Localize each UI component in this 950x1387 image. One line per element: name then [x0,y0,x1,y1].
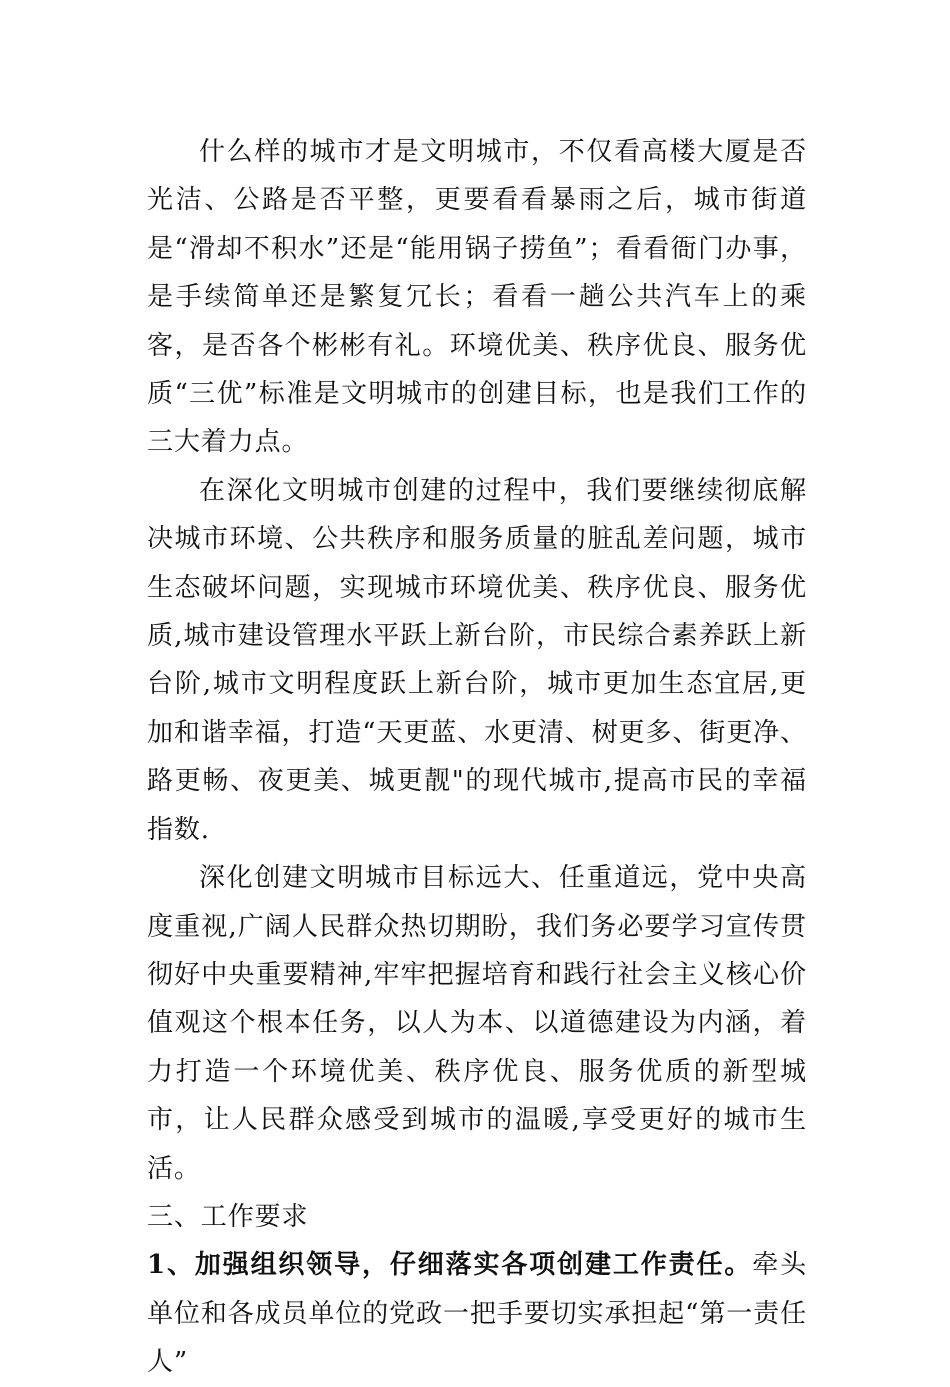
requirement-item-1-lead: 1、加强组织领导，仔细落实各项创建工作责任。 [147,1250,753,1281]
section-heading-work-requirements: 三、工作要求 [147,1201,309,1232]
document-body [147,128,807,1387]
requirement-item-1-text: 牵头单位和各成员单位的党政一把手要切实承担起“第一责任人” [147,1250,807,1378]
paragraph-deepening-creation: 在深化文明城市创建的过程中，我们要继续彻底解决城市环境、公共秩序和服务质量的脏乱差问题，城市生态破坏问题，实现城市环境优美、秩序优良、服务优质,城市建设管理水平跃上新台阶，市民综合素养跃上新台阶,城市文明程度跃上新台阶，城市更加生态宜居,更加和谐幸福，打造“天更蓝、水更清、树更多、街更净、路更畅、夜更美、城更靓"的现代城市,提高市民的幸福指数. [147,475,807,845]
paragraph-goals-and-tasks: 深化创建文明城市目标远大、任重道远，党中央高度重视,广阔人民群众热切期盼，我们务必要学习宣传贯彻好中央重要精神,牢牢把握培育和践行社会主义核心价值观这个根本任务，以人为本、以道德建设为内涵，着力打造一个环境优美、秩序优良、服务优质的新型城市，让人民群众感受到城市的温暖,享受更好的城市生活。 [147,863,807,1184]
requirement-item-1 [147,1241,807,1386]
paragraph-civilized-city-standard: 什么样的城市才是文明城市，不仅看高楼大厦是否光洁、公路是否平整，更要看看暴雨之后，城市街道是“滑却不积水”还是“能用锅子捞鱼”；看看衙门办事，是手续简单还是繁复冗长；看看一趟公共汽车上的乘客，是否各个彬彬有礼。环境优美、秩序优良、服务优质“三优”标准是文明城市的创建目标，也是我们工作的三大着力点。 [147,137,807,458]
